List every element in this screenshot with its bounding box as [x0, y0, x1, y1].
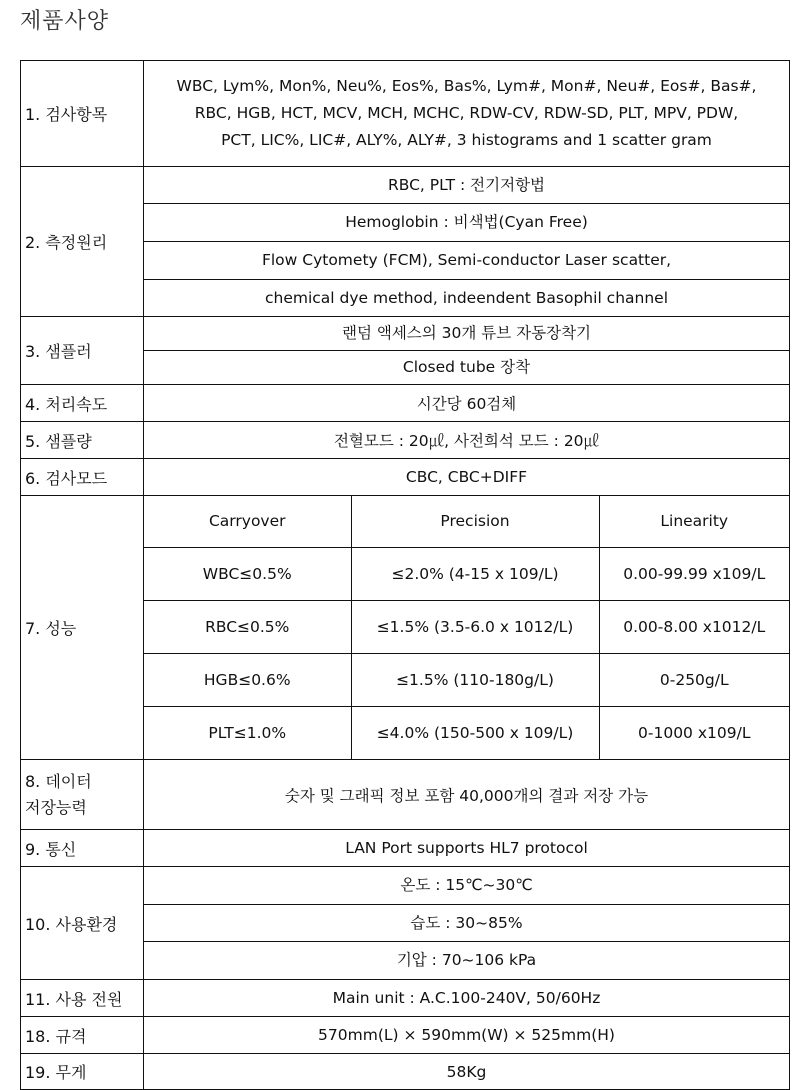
spec-row-performance: [21, 496, 790, 760]
row-label-line: 8. 데이터: [25, 771, 92, 791]
performance-row-wbc: [144, 547, 789, 600]
row-value: [144, 867, 790, 980]
value-line: PCT, LIC%, LIC#, ALY%, ALY#, 3 histograms and 1 scatter gram: [221, 131, 712, 149]
row-value: CBC, CBC+DIFF: [144, 459, 790, 496]
value-line: Flow Cytomety (FCM), Semi-conductor Laser scatter,: [144, 241, 789, 279]
row-value: [144, 61, 790, 167]
spec-row-weight: [21, 1054, 790, 1090]
carryover-cell: PLT≤1.0%: [144, 706, 351, 759]
row-label: 3. 샘플러: [21, 317, 144, 385]
row-value: [144, 317, 790, 385]
row-value: LAN Port supports HL7 protocol: [144, 830, 790, 867]
spec-row-principle: [21, 167, 790, 317]
row-value: 570mm(L) × 590mm(W) × 525mm(H): [144, 1017, 790, 1054]
linearity-cell: 0.00-8.00 x1012/L: [599, 600, 789, 653]
value-line: WBC, Lym%, Mon%, Neu%, Eos%, Bas%, Lym#, Mon#, Neu#, Eos#, Bas#,: [176, 77, 757, 95]
row-label: 19. 무게: [21, 1054, 144, 1090]
row-label: 9. 통신: [21, 830, 144, 867]
row-label: 18. 규격: [21, 1017, 144, 1054]
row-value: 58Kg: [144, 1054, 790, 1090]
spec-row-test-items: [21, 61, 790, 167]
row-value: 시간당 60검체: [144, 385, 790, 422]
spec-row-environment: [21, 867, 790, 980]
precision-cell: ≤2.0% (4-15 x 109/L): [351, 547, 599, 600]
row-value: Main unit : A.C.100-240V, 50/60Hz: [144, 980, 790, 1017]
value-line: 기압 : 70~106 kPa: [144, 941, 789, 979]
row-label: 2. 측정원리: [21, 167, 144, 317]
header-carryover: Carryover: [144, 496, 351, 547]
value-line: RBC, PLT : 전기저항법: [387, 176, 546, 194]
performance-cell: [144, 496, 790, 760]
row-label: 5. 샘플량: [21, 422, 144, 459]
value-line: 온도 : 15℃~30℃: [400, 876, 533, 894]
row-label: 4. 처리속도: [21, 385, 144, 422]
performance-row-rbc: [144, 600, 789, 653]
performance-header-row: [144, 496, 789, 547]
spec-row-power: [21, 980, 790, 1017]
value-line: chemical dye method, indeendent Basophil channel: [144, 279, 789, 316]
spec-row-sample-volume: [21, 422, 790, 459]
spec-row-sampler: [21, 317, 790, 385]
row-label: 7. 성능: [21, 496, 144, 760]
value-line: 랜덤 액세스의 30개 튜브 자동장착기: [341, 324, 592, 342]
spec-row-dimensions: [21, 1017, 790, 1054]
performance-table: [144, 496, 789, 759]
header-precision: Precision: [351, 496, 599, 547]
precision-cell: ≤4.0% (150-500 x 109/L): [351, 706, 599, 759]
linearity-cell: 0-1000 x109/L: [599, 706, 789, 759]
spec-row-communication: [21, 830, 790, 867]
spec-row-throughput: [21, 385, 790, 422]
performance-row-plt: [144, 706, 789, 759]
spec-row-test-mode: [21, 459, 790, 496]
row-value: [144, 167, 790, 317]
row-label: 11. 사용 전원: [21, 980, 144, 1017]
precision-cell: ≤1.5% (3.5-6.0 x 1012/L): [351, 600, 599, 653]
value-line: Closed tube 장착: [144, 350, 789, 384]
linearity-cell: 0.00-99.99 x109/L: [599, 547, 789, 600]
precision-cell: ≤1.5% (110-180g/L): [351, 653, 599, 706]
row-value: 전혈모드 : 20㎕, 사전희석 모드 : 20㎕: [144, 422, 790, 459]
carryover-cell: RBC≤0.5%: [144, 600, 351, 653]
value-line: RBC, HGB, HCT, MCV, MCH, MCHC, RDW-CV, RDW-SD, PLT, MPV, PDW,: [194, 104, 739, 122]
row-label: [21, 760, 144, 830]
row-label: 6. 검사모드: [21, 459, 144, 496]
carryover-cell: HGB≤0.6%: [144, 653, 351, 706]
value-line: Hemoglobin : 비색법(Cyan Free): [144, 203, 789, 241]
spec-table: [20, 60, 790, 1090]
value-line: 습도 : 30~85%: [144, 904, 789, 941]
row-label: 1. 검사항목: [21, 61, 144, 167]
linearity-cell: 0-250g/L: [599, 653, 789, 706]
row-label-line: 저장능력: [25, 797, 87, 817]
header-linearity: Linearity: [599, 496, 789, 547]
row-label: 10. 사용환경: [21, 867, 144, 980]
spec-row-data-storage: [21, 760, 790, 830]
carryover-cell: WBC≤0.5%: [144, 547, 351, 600]
performance-row-hgb: [144, 653, 789, 706]
row-value: 숫자 및 그래픽 정보 포함 40,000개의 결과 저장 가능: [144, 760, 790, 830]
page-title: 제품사양: [20, 9, 110, 34]
